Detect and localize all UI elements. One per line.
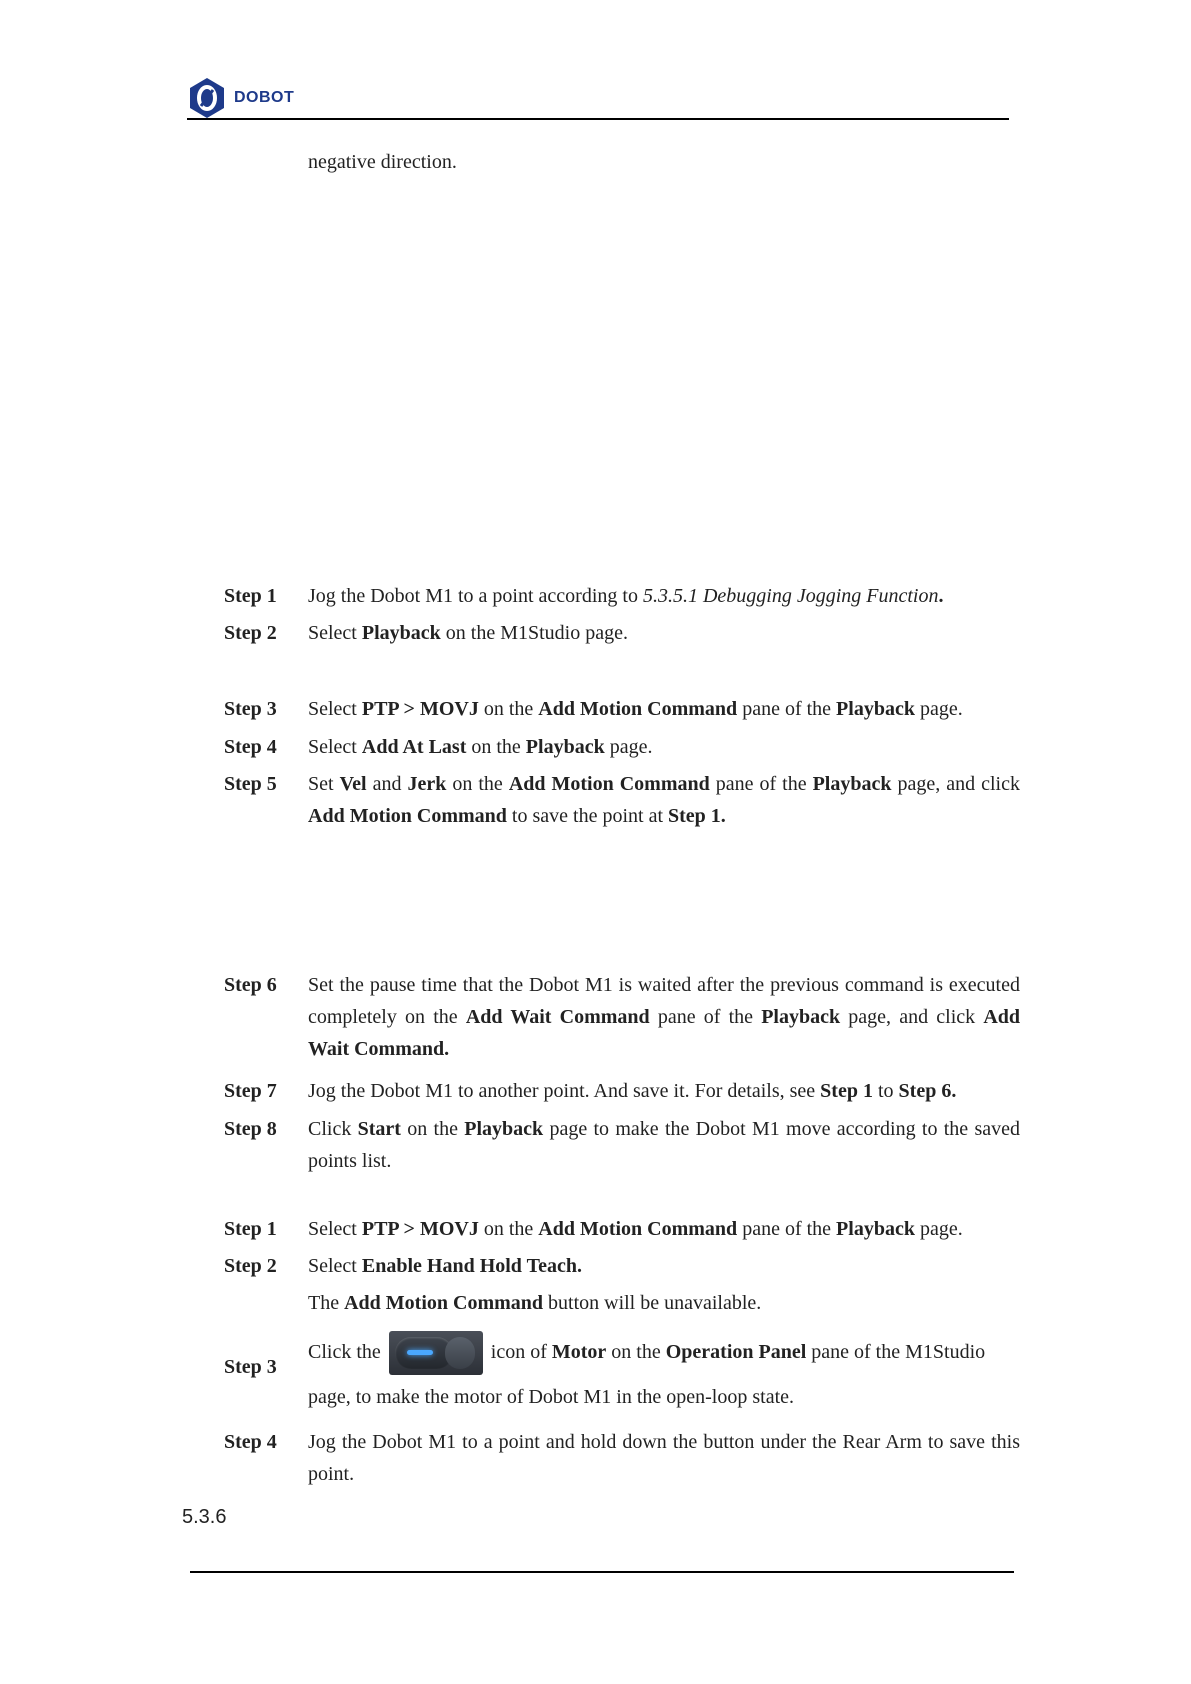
step-label: Step 4 — [224, 736, 277, 758]
step-text: Select Add At Last on the Playback page. — [308, 736, 653, 758]
step-text: Select Enable Hand Hold Teach. — [308, 1255, 582, 1277]
intro-text: negative direction. — [308, 151, 457, 173]
brand-name: DOBOT — [234, 89, 295, 106]
step-text: Select PTP > MOVJ on the Add Motion Command pane of the Playback page. — [308, 1218, 963, 1240]
step-text: Jog the Dobot M1 to a point according to 5.3.5.1 Debugging Jogging Function. — [308, 585, 944, 607]
step-text: Set the pause time that the Dobot M1 is waited after the previous command is executed completely on the Add Wait Command pane of the Playback page, and click Add Wait Command. — [308, 974, 1021, 1060]
motor-toggle-icon[interactable] — [389, 1331, 483, 1375]
section-number: 5.3.6 — [182, 1506, 227, 1528]
step-text: Select PTP > MOVJ on the Add Motion Command pane of the Playback page. — [308, 698, 963, 720]
step-text: Select Playback on the M1Studio page. — [308, 622, 628, 644]
step-text: Set Vel and Jerk on the Add Motion Command pane of the Playback page, and click Add Motion Command to save the point at Step 1. — [308, 773, 1020, 827]
header-rule — [187, 118, 1009, 120]
step-label: Step 2 — [224, 622, 277, 644]
step-text: Click the icon of Motor on the Operation Panel pane of the M1Studio page, to make the motor of Dobot M1 in the open-loop state. — [308, 1330, 1020, 1419]
step-label: Step 6 — [224, 974, 277, 996]
step-text: Click Start on the Playback page to make the Dobot M1 move according to the saved points list. — [308, 1118, 1020, 1172]
step-label: Step 1 — [224, 1218, 277, 1240]
step-label: Step 3 — [224, 1356, 277, 1378]
footer-rule — [190, 1571, 1014, 1573]
step-label: Step 7 — [224, 1080, 277, 1102]
step-label: Step 4 — [224, 1431, 277, 1453]
step-label: Step 1 — [224, 585, 277, 607]
step-label: Step 2 — [224, 1255, 277, 1277]
step-text: Jog the Dobot M1 to a point and hold down the button under the Rear Arm to save this point. — [308, 1431, 1020, 1485]
step-note: The Add Motion Command button will be unavailable. — [308, 1292, 762, 1314]
dobot-logo-icon — [188, 77, 226, 119]
header-logo — [188, 76, 348, 120]
step-label: Step 8 — [224, 1118, 277, 1140]
step-label: Step 3 — [224, 698, 277, 720]
step-label: Step 5 — [224, 773, 277, 795]
step-text: Jog the Dobot M1 to another point. And save it. For details, see Step 1 to Step 6. — [308, 1080, 957, 1102]
